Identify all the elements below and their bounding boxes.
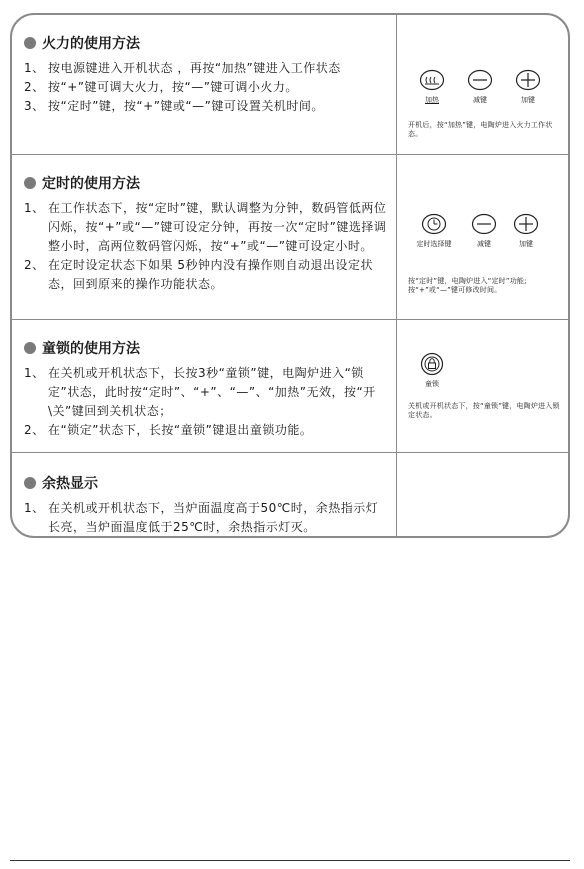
list-item	[24, 97, 388, 116]
item-number: 3、	[24, 99, 45, 113]
bullet-dot-icon	[24, 37, 36, 49]
minus-icon	[467, 69, 493, 91]
list-item	[24, 59, 388, 78]
item-text: 按“+”键可调大火力，按“—”键可调小火力。	[48, 80, 298, 94]
item-text: 在定时设定状态下如果 5秒钟内没有操作则自动退出设定状态，回到原来的操作功能状态。	[48, 258, 373, 291]
item-number: 1、	[24, 61, 45, 75]
column-divider	[396, 320, 397, 452]
section-timer	[12, 155, 568, 320]
section-text	[12, 15, 396, 154]
minus-icon	[471, 213, 497, 235]
item-list	[24, 499, 388, 537]
minus-key	[466, 69, 494, 105]
item-number: 1、	[24, 201, 45, 215]
icon-label: 减键	[473, 96, 487, 104]
icon-label: 加键	[521, 96, 535, 104]
item-list	[24, 199, 388, 294]
section-illustration	[398, 320, 568, 452]
section-heading	[24, 338, 388, 358]
item-list	[24, 364, 388, 440]
icon-label: 加热	[425, 96, 439, 104]
section-text	[12, 155, 396, 319]
bullet-dot-icon	[24, 477, 36, 489]
plus-key	[512, 213, 540, 249]
lock-key	[418, 352, 446, 389]
key-icons	[418, 352, 446, 389]
plus-key	[514, 69, 542, 105]
column-divider	[396, 155, 397, 319]
item-text: 按电源键进入开机状态 ，再按“加热”键进入工作状态	[48, 61, 341, 75]
section-text	[12, 453, 396, 538]
key-icons	[418, 69, 542, 105]
list-item	[24, 256, 388, 294]
heading-text: 童锁的使用方法	[42, 341, 140, 357]
heat-key	[418, 69, 446, 105]
icon-label: 定时选择键	[416, 240, 452, 248]
list-item	[24, 199, 388, 256]
heat-icon	[419, 69, 445, 91]
column-divider	[396, 453, 397, 538]
heading-text: 定时的使用方法	[42, 176, 140, 192]
section-illustration	[398, 155, 568, 319]
item-text: 在工作状态下，按“定时”键，默认调整为分钟，数码管低两位闪烁，按“+”或“—”键可设定分钟，再按一次“定时”键选择调整小时，高两位数码管闪烁，按“+”或“—”键可设定小时。	[48, 201, 387, 253]
section-illustration	[398, 15, 568, 154]
list-item	[24, 78, 388, 97]
heading-text: 火力的使用方法	[42, 36, 140, 52]
minus-key	[470, 213, 498, 249]
timer-key	[412, 213, 456, 249]
item-number: 1、	[24, 366, 45, 380]
item-number: 2、	[24, 80, 45, 94]
section-heading	[24, 173, 388, 193]
section-note: 关机或开机状态下，按“童锁”键，电陶炉进入锁定状态。	[408, 402, 560, 419]
list-item	[24, 499, 388, 537]
item-list	[24, 59, 388, 116]
section-child-lock	[12, 320, 568, 453]
column-divider	[396, 15, 397, 154]
item-number: 2、	[24, 258, 45, 272]
plus-icon	[515, 69, 541, 91]
list-item	[24, 421, 388, 440]
bullet-dot-icon	[24, 177, 36, 189]
footer-divider	[10, 860, 570, 861]
icon-label: 加键	[519, 240, 533, 248]
item-text: 按“定时”键，按“+”键或“—”键可设置关机时间。	[48, 99, 324, 113]
icon-label: 童锁	[425, 380, 439, 388]
section-note: 开机后，按“加热”键，电陶炉进入火力工作状态。	[408, 121, 553, 138]
item-number: 1、	[24, 501, 45, 515]
lock-icon	[419, 352, 445, 376]
item-text: 在“锁定”状态下，长按“童锁”键退出童锁功能。	[48, 423, 313, 437]
item-text: 在关机或开机状态下，长按3秒“童锁”键，电陶炉进入“锁定”状态，此时按“定时”、“+”、“—”、“加热”无效，按“开\关”键回到关机状态；	[48, 366, 376, 418]
timer-icon	[421, 213, 447, 235]
heading-text: 余热显示	[42, 476, 98, 492]
bullet-dot-icon	[24, 342, 36, 354]
list-item	[24, 364, 388, 421]
plus-icon	[513, 213, 539, 235]
section-illustration	[398, 453, 568, 538]
key-icons	[412, 213, 540, 249]
section-residual-heat	[12, 453, 568, 538]
section-heading	[24, 473, 388, 493]
section-text	[12, 320, 396, 452]
section-note: 按“定时”键，电陶炉进入“定时”功能;按“+”或“—”键可修改时间。	[408, 277, 527, 294]
item-number: 2、	[24, 423, 45, 437]
item-text: 在关机或开机状态下，当炉面温度高于50℃时，余热指示灯长亮，当炉面温度低于25℃时，余热指示灯灭。	[48, 501, 379, 534]
section-heat	[12, 15, 568, 155]
icon-label: 减键	[477, 240, 491, 248]
section-heading	[24, 33, 388, 53]
instruction-frame	[10, 13, 570, 538]
